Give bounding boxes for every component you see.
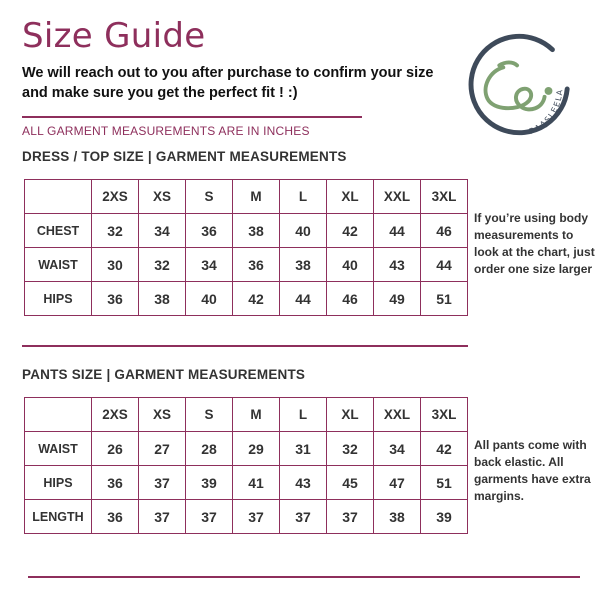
measurement-cell: 40 <box>327 248 374 282</box>
dress-section-heading: DRESS / TOP SIZE | GARMENT MEASUREMENTS <box>22 149 347 164</box>
size-header-cell: L <box>280 398 327 432</box>
measurement-cell: 26 <box>92 432 139 466</box>
measurement-cell: 42 <box>327 214 374 248</box>
measurement-cell: 36 <box>233 248 280 282</box>
measurement-cell: 42 <box>421 432 468 466</box>
size-header-cell: XS <box>139 398 186 432</box>
pants-fit-note: All pants come with back elastic. All garments have extra margins. <box>474 438 591 503</box>
measurement-cell: 44 <box>374 214 421 248</box>
table-row <box>25 466 468 500</box>
table-header-row <box>25 398 468 432</box>
size-header-cell: M <box>233 180 280 214</box>
dress-fit-note: If you’re using body measurements to look at the chart, just order one size larger <box>474 211 595 276</box>
measurement-cell: 44 <box>421 248 468 282</box>
measurement-cell: 47 <box>374 466 421 500</box>
table-header-row <box>25 180 468 214</box>
measurement-cell: 37 <box>233 500 280 534</box>
measurement-cell: 36 <box>92 282 139 316</box>
measurement-cell: 38 <box>374 500 421 534</box>
measurement-cell: 46 <box>327 282 374 316</box>
row-label: HIPS <box>25 466 92 500</box>
measurement-cell: 29 <box>233 432 280 466</box>
measurement-cell: 31 <box>280 432 327 466</box>
size-header-cell: S <box>186 398 233 432</box>
table-row <box>25 214 468 248</box>
measurement-cell: 32 <box>92 214 139 248</box>
header-corner-cell <box>25 398 92 432</box>
measurement-cell: 41 <box>233 466 280 500</box>
measurement-cell: 34 <box>139 214 186 248</box>
logo-text: RAASLEELA <box>527 88 565 137</box>
measurement-cell: 34 <box>374 432 421 466</box>
dress-size-table <box>24 179 468 316</box>
measurement-cell: 45 <box>327 466 374 500</box>
size-header-cell: XXL <box>374 398 421 432</box>
measurement-cell: 37 <box>280 500 327 534</box>
measurement-cell: 49 <box>374 282 421 316</box>
units-note: ALL GARMENT MEASUREMENTS ARE IN INCHES <box>22 124 310 138</box>
size-header-cell: XS <box>139 180 186 214</box>
size-header-cell: XL <box>327 180 374 214</box>
size-header-cell: XL <box>327 398 374 432</box>
measurement-cell: 37 <box>139 500 186 534</box>
row-label: WAIST <box>25 432 92 466</box>
measurement-cell: 34 <box>186 248 233 282</box>
measurement-cell: 39 <box>186 466 233 500</box>
measurement-cell: 38 <box>233 214 280 248</box>
measurement-cell: 44 <box>280 282 327 316</box>
measurement-cell: 43 <box>374 248 421 282</box>
measurement-cell: 28 <box>186 432 233 466</box>
table-row <box>25 500 468 534</box>
size-header-cell: L <box>280 180 327 214</box>
table-row <box>25 282 468 316</box>
raasleela-logo-icon <box>460 28 578 146</box>
divider-bottom <box>28 576 580 578</box>
row-label: LENGTH <box>25 500 92 534</box>
row-label: CHEST <box>25 214 92 248</box>
measurement-cell: 37 <box>327 500 374 534</box>
row-label: WAIST <box>25 248 92 282</box>
divider-middle <box>22 345 468 347</box>
measurement-cell: 36 <box>92 466 139 500</box>
size-header-cell: 3XL <box>421 398 468 432</box>
size-header-cell: XXL <box>374 180 421 214</box>
page-title: Size Guide <box>22 16 206 56</box>
measurement-cell: 46 <box>421 214 468 248</box>
measurement-cell: 38 <box>139 282 186 316</box>
measurement-cell: 40 <box>280 214 327 248</box>
measurement-cell: 42 <box>233 282 280 316</box>
measurement-cell: 51 <box>421 466 468 500</box>
measurement-cell: 36 <box>92 500 139 534</box>
table-row <box>25 248 468 282</box>
measurement-cell: 32 <box>327 432 374 466</box>
measurement-cell: 27 <box>139 432 186 466</box>
measurement-cell: 36 <box>186 214 233 248</box>
table-row <box>25 432 468 466</box>
size-header-cell: S <box>186 180 233 214</box>
measurement-cell: 40 <box>186 282 233 316</box>
divider-top <box>22 116 362 118</box>
intro-text: We will reach out to you after purchase to confirm your size and make sure you get the perfect fit ! :) <box>22 65 434 101</box>
measurement-cell: 30 <box>92 248 139 282</box>
measurement-cell: 43 <box>280 466 327 500</box>
size-header-cell: M <box>233 398 280 432</box>
size-header-cell: 2XS <box>92 180 139 214</box>
measurement-cell: 37 <box>139 466 186 500</box>
header-corner-cell <box>25 180 92 214</box>
size-header-cell: 2XS <box>92 398 139 432</box>
row-label: HIPS <box>25 282 92 316</box>
measurement-cell: 39 <box>421 500 468 534</box>
measurement-cell: 37 <box>186 500 233 534</box>
pants-section-heading: PANTS SIZE | GARMENT MEASUREMENTS <box>22 367 306 382</box>
measurement-cell: 32 <box>139 248 186 282</box>
pants-size-table <box>24 397 468 534</box>
measurement-cell: 38 <box>280 248 327 282</box>
size-header-cell: 3XL <box>421 180 468 214</box>
measurement-cell: 51 <box>421 282 468 316</box>
